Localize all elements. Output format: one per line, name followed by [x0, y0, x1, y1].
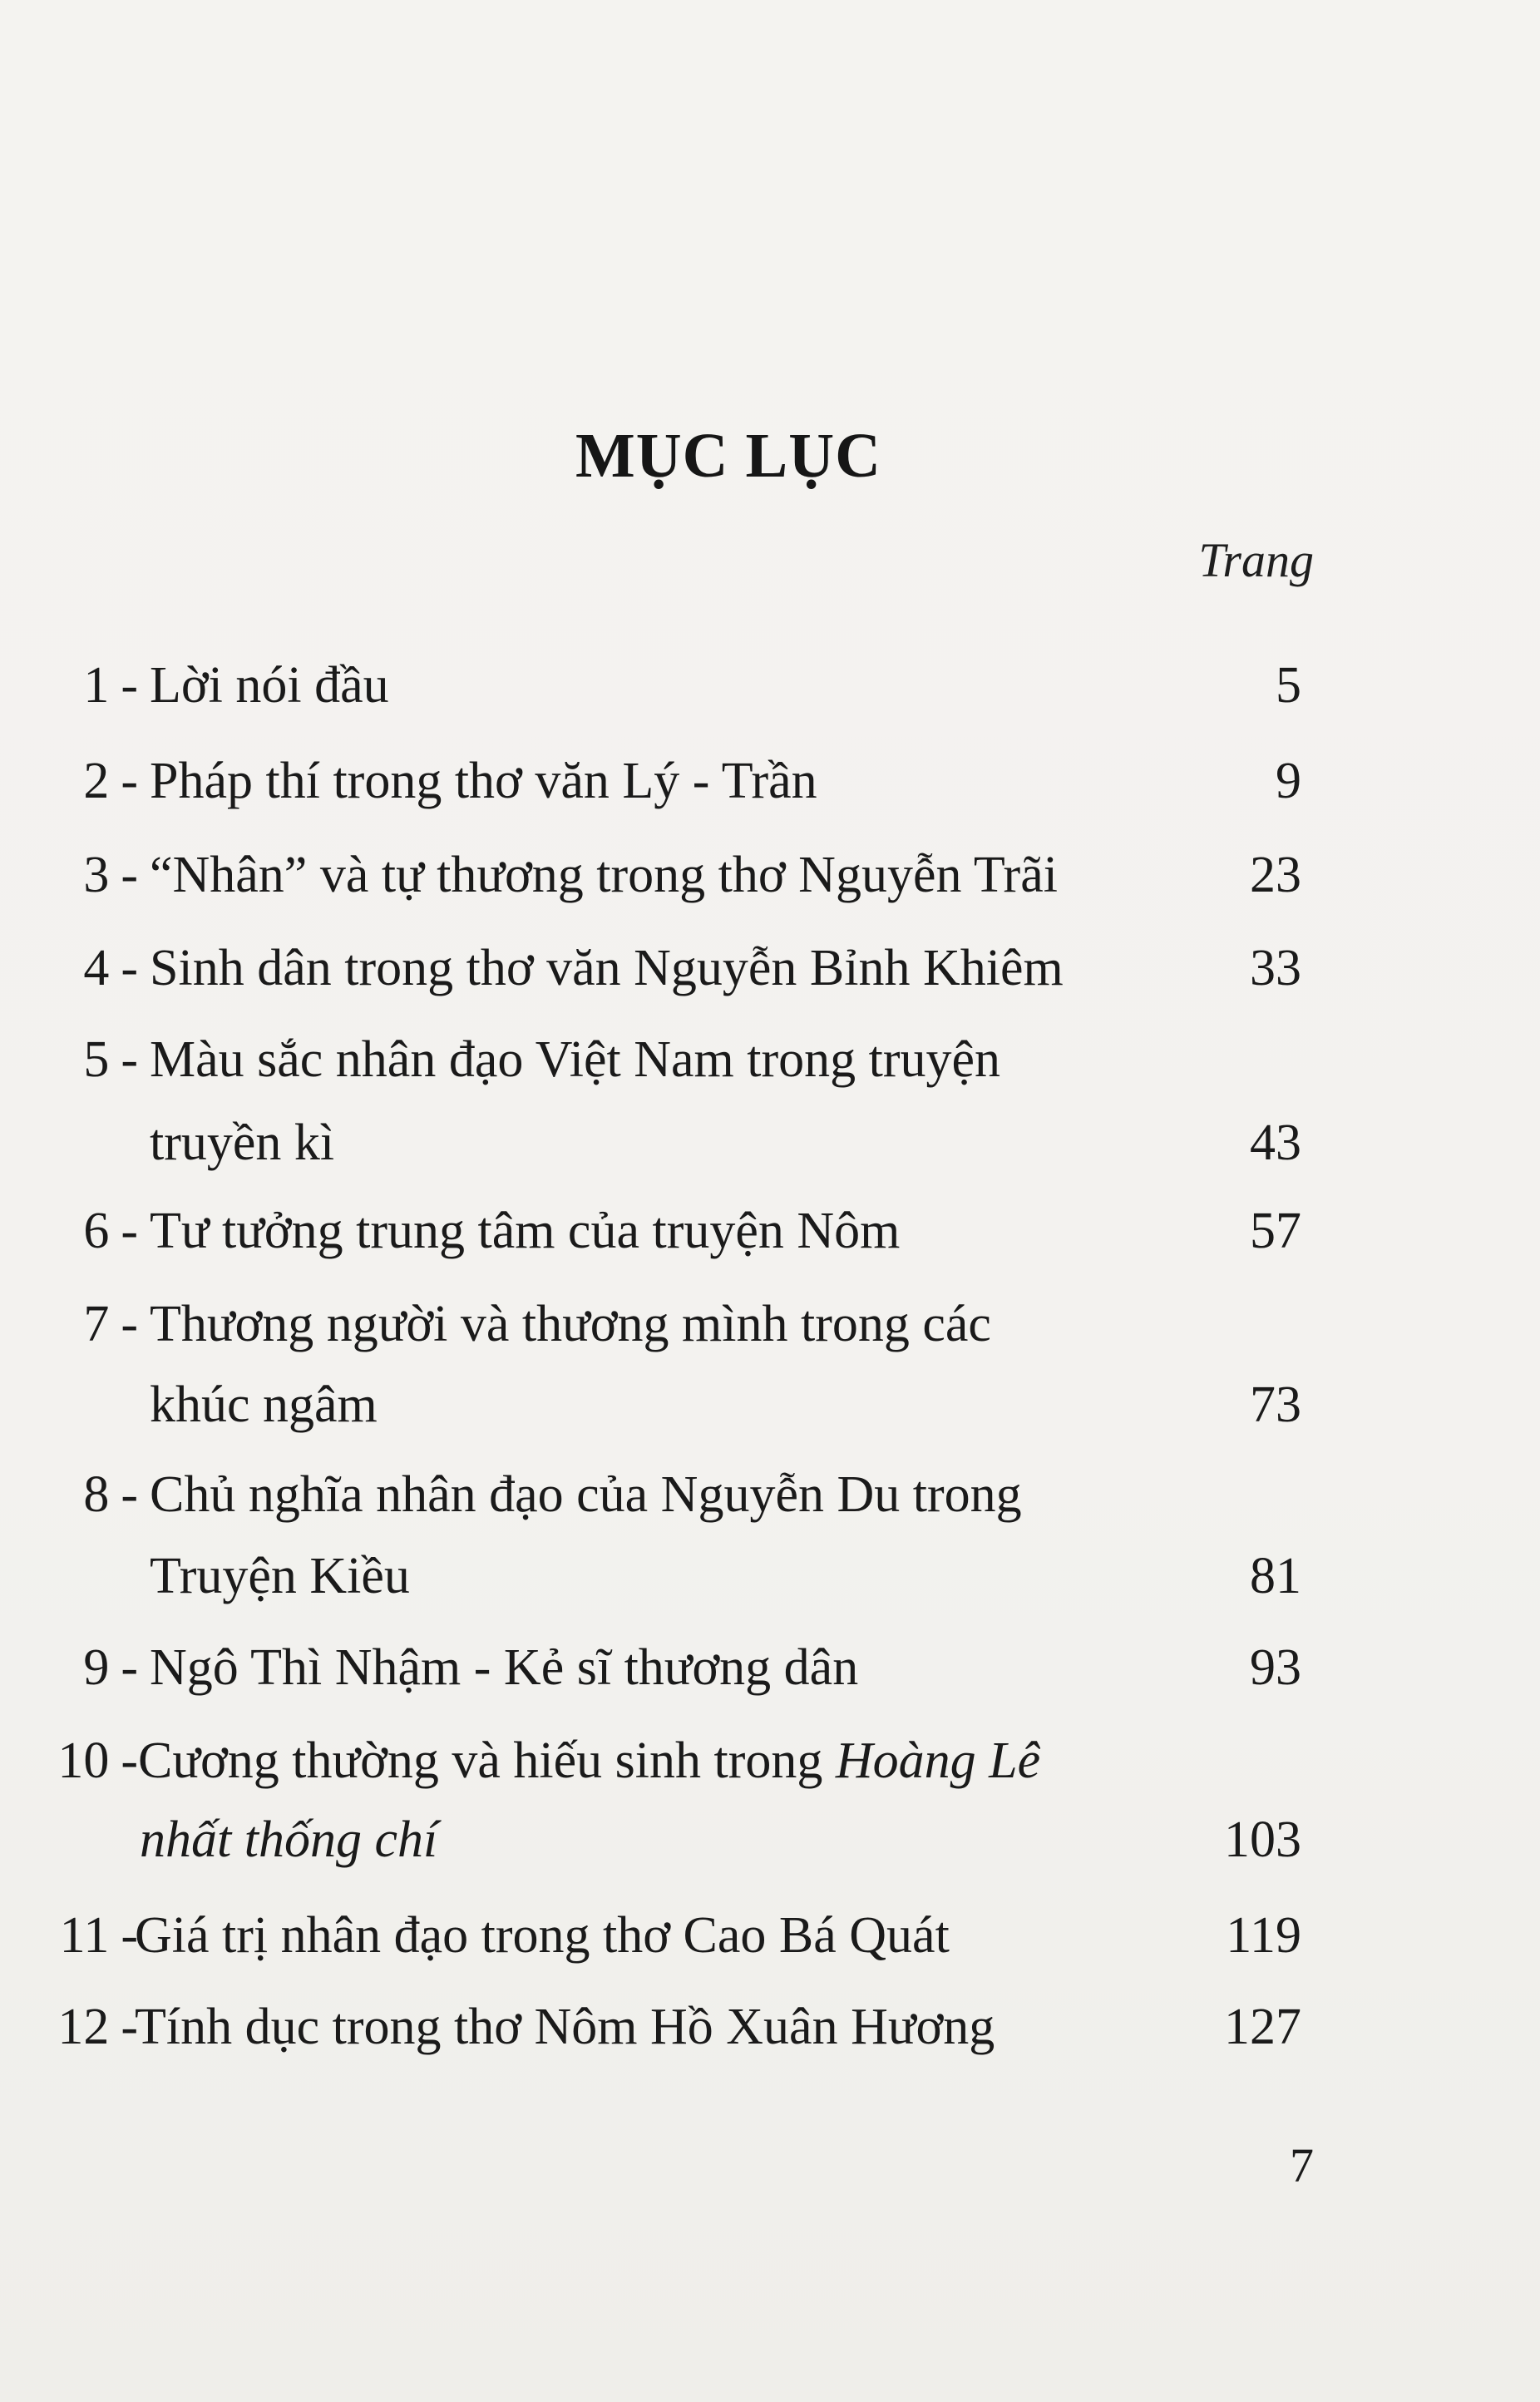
entry-page: 5: [1276, 657, 1301, 714]
page-title: MỤC LỤC: [575, 421, 881, 491]
entry-title: [138, 1717, 1136, 1805]
entry-page: 103: [1224, 1811, 1301, 1868]
entry-page: 81: [1250, 1548, 1301, 1604]
entry-page: 119: [1226, 1907, 1301, 1964]
entry-number: 2 -: [83, 753, 138, 809]
entry-title: Thương người và thương mình trong các: [150, 1296, 991, 1352]
entry-title: Tính dục trong thơ Nôm Hồ Xuân Hương: [135, 1999, 995, 2055]
entry-number: 8 -: [83, 1466, 138, 1523]
entry-title-italic: Hoàng Lê: [835, 1732, 1041, 1789]
entry-title-continuation: truyền kì: [150, 1115, 335, 1171]
entry-number: 1 -: [83, 657, 138, 714]
entry-title-continuation: nhất thống chí: [140, 1811, 438, 1868]
entry-page: 127: [1224, 1999, 1301, 2055]
entry-page: 33: [1250, 940, 1301, 996]
entry-number: 9 -: [83, 1639, 138, 1696]
page-column-label: Trang: [1198, 533, 1314, 587]
entry-title: Tư tưởng trung tâm của truyện Nôm: [150, 1203, 901, 1259]
entry-title: “Nhân” và tự thương trong thơ Nguyễn Trãi: [150, 847, 1058, 903]
entry-page: 9: [1276, 753, 1301, 809]
entry-title: Lời nói đầu: [150, 657, 389, 714]
entry-number: 11 -: [59, 1907, 138, 1964]
entry-number: 3 -: [83, 847, 138, 903]
entry-title: Giá trị nhân đạo trong thơ Cao Bá Quát: [135, 1907, 950, 1964]
entry-page: 93: [1250, 1639, 1301, 1696]
entry-title-roman: Cương thường và hiếu sinh trong: [138, 1732, 836, 1789]
entry-number: 10 -: [57, 1732, 138, 1789]
entry-page: 43: [1250, 1115, 1301, 1171]
entry-title: Màu sắc nhân đạo Việt Nam trong truyện: [150, 1031, 1001, 1088]
entry-page: 23: [1250, 847, 1301, 903]
entry-number: 7 -: [83, 1296, 138, 1352]
entry-number: 5 -: [83, 1031, 138, 1088]
page-number: 7: [1290, 2138, 1314, 2192]
entry-number: 6 -: [83, 1203, 138, 1259]
entry-title-continuation: khúc ngâm: [150, 1376, 378, 1433]
entry-number: 12 -: [57, 1999, 138, 2055]
entry-title-continuation: Truyện Kiều: [150, 1548, 410, 1604]
entry-title: Sinh dân trong thơ văn Nguyễn Bỉnh Khiêm: [150, 940, 1064, 996]
entry-title: Ngô Thì Nhậm - Kẻ sĩ thương dân: [150, 1639, 859, 1696]
entry-page: 73: [1250, 1376, 1301, 1433]
entry-title: Chủ nghĩa nhân đạo của Nguyễn Du trong: [150, 1466, 1022, 1523]
entry-page: 57: [1250, 1203, 1301, 1259]
entry-number: 4 -: [83, 940, 138, 996]
entry-title: Pháp thí trong thơ văn Lý - Trần: [150, 753, 817, 809]
